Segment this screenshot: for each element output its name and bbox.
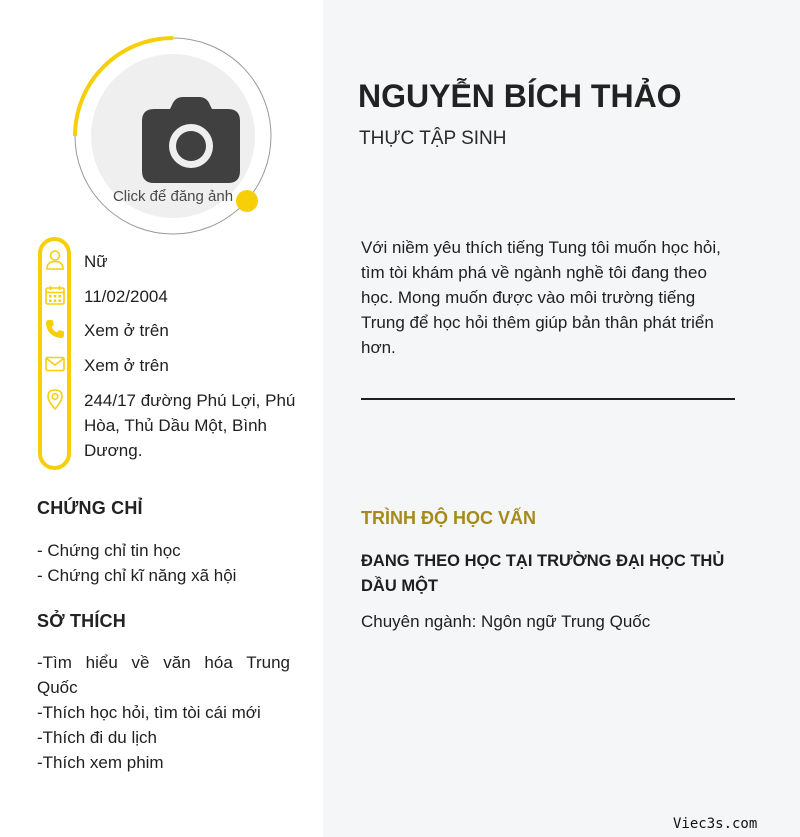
hobbies-title: SỞ THÍCH: [37, 611, 126, 631]
list-item: - Chứng chỉ tin học: [37, 541, 181, 560]
calendar-icon: [44, 284, 66, 306]
education-school: ĐANG THEO HỌC TẠI TRƯỜNG ĐẠI HỌC THỦ DẦU MỘT: [361, 552, 725, 595]
list-item: - Chứng chỉ kĩ năng xã hội: [37, 566, 237, 585]
list-item: -Thích xem phim: [37, 753, 164, 772]
user-icon: [44, 249, 66, 271]
watermark: Viec3s.com: [673, 816, 758, 832]
camera-icon: [142, 97, 240, 183]
hobbies-list: [37, 650, 290, 775]
phone-icon: [44, 318, 66, 340]
education-major: Chuyên ngành: Ngôn ngữ Trung Quốc: [361, 612, 651, 631]
career-objective: Với niềm yêu thích tiếng Tung tôi muốn học hỏi, tìm tòi khám phá về ngành nghề tôi đang theo học. Mong muốn được vào môi trường tiếng Trung để học hỏi thêm giúp bản thân phát triển hơn.: [361, 238, 721, 357]
certificates-title: CHỨNG CHỈ: [37, 498, 143, 518]
education-title: TRÌNH ĐỘ HỌC VẤN: [361, 508, 536, 528]
location-icon: [44, 388, 66, 410]
list-item: -Thích học hỏi, tìm tòi cái mới: [37, 703, 261, 722]
right-column: [323, 0, 800, 837]
list-item: -Tìm hiểu về văn hóa Trung Quốc: [37, 653, 290, 697]
certificates-list: [37, 538, 290, 588]
avatar[interactable]: [73, 36, 273, 236]
candidate-name: NGUYỄN BÍCH THẢO: [358, 78, 682, 114]
candidate-role: THỰC TẬP SINH: [359, 128, 507, 149]
avatar-placeholder: [91, 54, 255, 218]
mail-icon: [44, 353, 66, 375]
list-item: -Thích đi du lịch: [37, 728, 157, 747]
left-column: Click để đăng ảnh Nữ 11/02/2004 Xem ở trên Xem ở trên 244/17 đường Phú Lợi, Phú Hòa, Thủ Dầu Một, Bình Dương. CHỨNG CHỈ - Chứng chỉ tin học - Chứng chỉ kĩ năng xã hội SỞ THÍCH -Tìm hiểu về văn hóa Trung Quốc -Thích học hỏi, tìm tòi cái mới -Thích đi du lịch -Thích xem phim: [0, 0, 323, 837]
upload-photo-label: Click để đăng ảnh: [112, 188, 234, 205]
divider: [361, 398, 735, 400]
